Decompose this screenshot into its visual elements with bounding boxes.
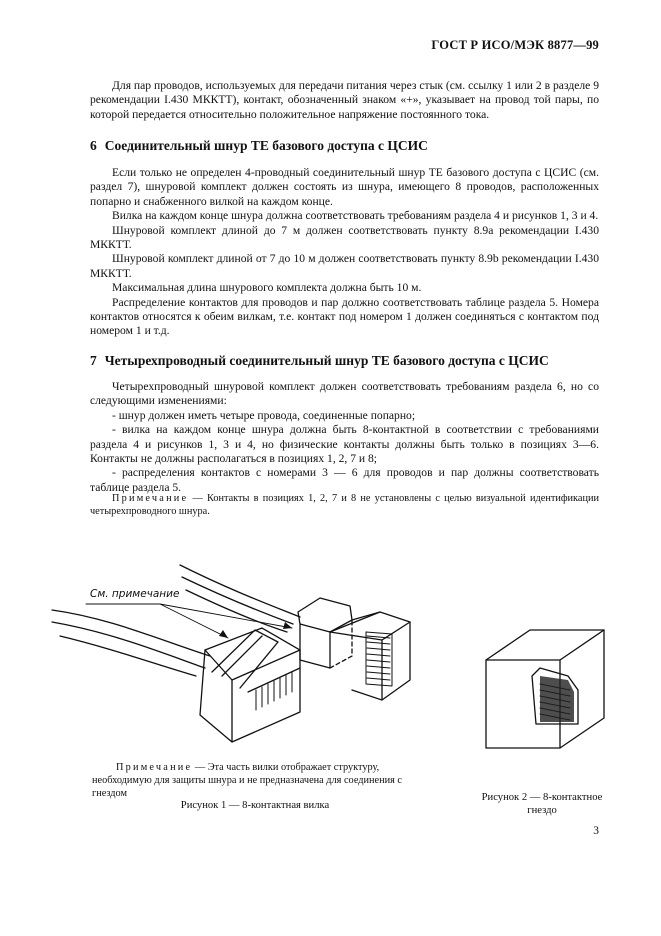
cable-wire — [60, 636, 196, 676]
jack-opening — [540, 676, 574, 722]
page-number: 3 — [593, 825, 599, 837]
section-7-number: 7 — [90, 353, 97, 368]
note-text: — Контакты в позициях 1, 2, 7 и 8 не установлены с целью визуальной идентификации четырехпроводного шнура. — [90, 493, 599, 517]
figure-1-caption: Рисунок 1 — 8-контактная вилка — [180, 800, 330, 811]
section-6-paragraph: Распределение контактов для проводов и пар должно соответствовать таблице раздела 5. Номера контактов относятся к обеим вилкам, т.е. контакт под номером 1 должен соединяться с контактом под номером 1 и т.д. — [90, 295, 599, 338]
callout-label: См. примечание — [90, 588, 180, 600]
document-header: ГОСТ Р ИСО/МЭК 8877—99 — [431, 38, 599, 52]
figure-2-caption-line: Рисунок 2 — 8-контактное — [481, 792, 603, 803]
note-label: Примечание — [112, 493, 189, 504]
section-6-number: 6 — [90, 138, 97, 153]
figure-1-note-label: Примечание — [116, 762, 193, 773]
figure-2-caption — [452, 791, 632, 817]
section-6-title: Соединительный шнур ТЕ базового доступа с ЦСИС — [104, 138, 428, 153]
cable-wire — [186, 590, 287, 632]
figure-1-note-text: — Эта часть вилки отображает структуру, необходимую для защиты шнура и не предназначена для соединения с гнездом — [92, 762, 402, 799]
section-6-paragraph: Максимальная длина шнурового комплекта должна быть 10 м. — [112, 281, 422, 295]
figure-1-note — [92, 761, 437, 800]
section-7-list-item: - вилка на каждом конце шнура должна быть 8-контактной в соответствии с требованиями раздела 4 и рисунков 1, 3 и 4, но физические контакты должны быть только в позициях 3—6. Контакты не должны располагаться в позициях 1, 2, 7 и 8; — [90, 423, 599, 466]
section-6-paragraph: Шнуровой комплект длиной от 7 до 10 м должен соответствовать пункту 8.9b рекомендации I.430 МККТТ. — [90, 252, 599, 280]
plug-left — [200, 628, 300, 742]
figure-2-caption-line: гнездо — [527, 805, 557, 816]
intro-paragraph: Для пар проводов, используемых для передачи питания через стык (см. ссылку 1 или 2 в разделе 9 рекомендации I.430 МККТТ), контакт, обозначенный знаком «+», указывает на провод той пары, по которой передается относительно положительное напряжение постоянного тока. — [90, 79, 599, 121]
section-7-paragraph: Четырехпроводный шнуровой комплект должен соответствовать требованиям раздела 6, но со следующими изменениями: — [90, 380, 599, 408]
arrow-head — [219, 630, 228, 638]
section-7-list-item: - распределения контактов с номерами 3 — 6 для проводов и пар должны соответствовать таблице раздела 5. — [90, 466, 599, 494]
section-6-paragraph: Вилка на каждом конце шнура должна соответствовать требованиям раздела 4 и рисунков 1, 3 и 4. — [112, 209, 599, 223]
plug-right — [298, 598, 410, 700]
cable-wire — [182, 577, 293, 624]
section-6-paragraph: Если только не определен 4-проводный соединительный шнур ТЕ базового доступа с ЦСИС (см. раздел 7), шнуровой комплект должен состоять из шнура, имеющего 8 проводов, расположенных попарно и снабженного вилкой на каждом конце. — [90, 166, 599, 208]
section-6-paragraph: Шнуровой комплект длиной до 7 м должен соответствовать пункту 8.9а рекомендации I.430 МККТТ. — [90, 223, 599, 252]
section-7-title: Четырехпроводный соединительный шнур ТЕ базового доступа с ЦСИС — [104, 353, 549, 368]
callout-arrow — [160, 604, 228, 638]
section-7-list-item: - шнур должен иметь четыре провода, соединенные попарно; — [112, 408, 416, 422]
cable-wire — [180, 565, 300, 617]
